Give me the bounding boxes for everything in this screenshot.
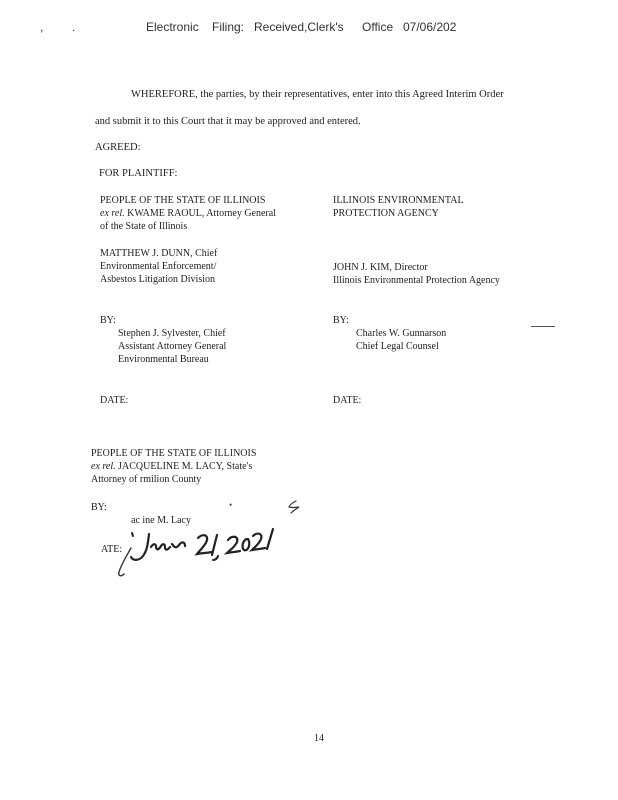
left-raoul-name: KWAME RAOUL, Attorney General bbox=[127, 208, 276, 219]
left-date-label: DATE: bbox=[100, 395, 129, 406]
header-left-mark-2: . bbox=[72, 20, 76, 34]
iepa-line-1: ILLINOIS ENVIRONMENTAL bbox=[333, 195, 464, 206]
header-office: Office bbox=[362, 20, 394, 34]
page-number: 14 bbox=[314, 733, 324, 744]
right-by-label: BY: bbox=[333, 315, 349, 326]
handwritten-tick-mark bbox=[286, 498, 306, 516]
header-electronic: Electronic bbox=[146, 20, 199, 34]
sylvester-line-3: Environmental Bureau bbox=[118, 354, 209, 365]
handwritten-date-text bbox=[150, 531, 242, 547]
county-dot-mark: • bbox=[229, 500, 233, 510]
handwritten-curl-stroke bbox=[113, 545, 139, 581]
header-date: 07/06/202 bbox=[403, 20, 457, 34]
dunn-line-1: MATTHEW J. DUNN, Chief bbox=[100, 248, 218, 259]
county-people-line: PEOPLE OF THE STATE OF ILLINOIS bbox=[91, 448, 257, 459]
sylvester-line-2: Assistant Attorney General bbox=[118, 341, 227, 352]
left-by-label: BY: bbox=[100, 315, 116, 326]
kim-line-2: Illinois Environmental Protection Agency bbox=[333, 275, 500, 286]
left-people-line: PEOPLE OF THE STATE OF ILLINOIS bbox=[100, 195, 266, 206]
county-by-label: BY: bbox=[91, 502, 107, 513]
body-para-2: and submit it to this Court that it may be approved and entered. bbox=[95, 116, 361, 127]
county-attorney-line: Attorney of rmilion County bbox=[91, 474, 202, 485]
county-ex-rel: ex rel. bbox=[91, 461, 116, 472]
iepa-line-2: PROTECTION AGENCY bbox=[333, 208, 439, 219]
county-lacy-line bbox=[91, 460, 252, 474]
agreed-label: AGREED: bbox=[95, 142, 141, 153]
gunnarson-line-2: Chief Legal Counsel bbox=[356, 341, 439, 352]
header-received: Received,Clerk's bbox=[254, 20, 344, 34]
left-state-line: of the State of Illinois bbox=[100, 221, 188, 232]
county-lacy-signature-name: ac ine M. Lacy bbox=[131, 515, 191, 526]
sylvester-line-1: Stephen J. Sylvester, Chief bbox=[118, 328, 226, 339]
header-left-mark-1: , bbox=[40, 20, 44, 34]
dunn-line-2: Environmental Enforcement/ bbox=[100, 261, 217, 272]
body-para-1: WHEREFORE, the parties, by their representatives, enter into this Agreed Interim Order bbox=[131, 89, 504, 100]
kim-line-1: JOHN J. KIM, Director bbox=[333, 262, 428, 273]
county-date-label: ATE: bbox=[101, 544, 123, 555]
header-filing: Filing: bbox=[212, 20, 245, 34]
right-signature-line bbox=[531, 326, 555, 327]
left-ex-rel: ex rel. bbox=[100, 208, 125, 219]
dunn-line-3: Asbestos Litigation Division bbox=[100, 274, 215, 285]
county-lacy-name: JACQUELINE M. LACY, State's bbox=[118, 461, 253, 472]
right-date-label: DATE: bbox=[333, 395, 362, 406]
gunnarson-line-1: Charles W. Gunnarson bbox=[356, 328, 447, 339]
left-raoul-line bbox=[100, 207, 276, 221]
for-plaintiff-label: FOR PLAINTIFF: bbox=[99, 168, 178, 179]
